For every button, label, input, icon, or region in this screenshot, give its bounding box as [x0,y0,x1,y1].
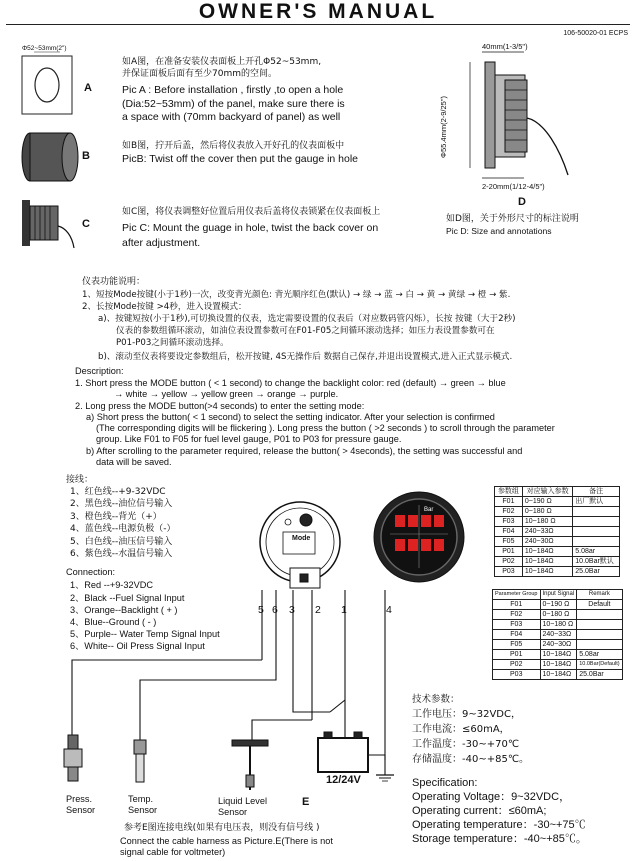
table-cell [573,537,620,547]
func-en-5: (The corresponding digits will be flickering ). Long press the button ( >2 seconds ) to scroll through the parameter [96,423,555,433]
pic-d-diameter: Φ55.4mm(2-9/25") [439,96,448,158]
table-header: Parameter Group [493,590,541,600]
table-cell: F02 [495,507,523,517]
pic-a-dimension: Φ52~53mm(2") [22,45,67,52]
table-row [495,567,620,577]
func-en-1: 1. Short press the MODE button ( < 1 second) to change the backlight color: red (default) → green → blue [75,378,506,388]
table-header: 参数组 [495,487,523,497]
table-row [495,537,620,547]
pin-label: 2 [315,604,321,616]
table-cell: 5.08ar [573,547,620,557]
tech-cn-item: 工作电流：≤60mA， [412,724,510,735]
table-cell: F05 [495,537,523,547]
tech-en-item: Storage temperature：-40~+85℃。 [412,833,587,845]
temp-sensor-label: Sensor [128,805,158,815]
pin-label: 5 [258,604,264,616]
table-cell: F04 [493,630,541,640]
table-cell: 25.0Bar [573,567,620,577]
table-cell [573,527,620,537]
page-title: OWNER'S MANUAL [198,0,438,23]
table-cell [573,507,620,517]
pic-a-en-1: Pic A : Before installation , firstly ,to open a hole [122,84,344,96]
tech-cn-item: 存储温度：-40~+85℃。 [412,754,530,765]
pic-a-cn-2: 并保证面板后面有至少70mm的空间。 [122,69,277,79]
bar-unit-label: Bar [424,507,434,513]
table-cell: 10~184Ω [522,567,572,577]
func-cn-1: 1、短按Mode按键(小于1秒)一次，改变背光颜色: 背光顺序红色(默认) → 绿 → 蓝 → 白 → 黄 → 黄绿 → 橙 → 紫. [82,290,511,300]
table-row [495,507,620,517]
param-table-cn [494,486,620,577]
table-cell: 5.08ar [577,650,622,660]
liquid-sensor-label: Liquid Level [218,796,268,806]
table-cell: P02 [493,660,541,670]
wiring-cn-item: 2、黑色线--油位信号输入 [70,499,173,509]
table-cell: P02 [495,557,523,567]
table-row [495,527,620,537]
press-sensor-label: Press. [66,794,93,804]
table-cell: 240~30Ω [522,537,572,547]
wiring-en-item: 6、White-- Oil Press Signal Input [70,641,205,651]
table-cell: F03 [495,517,523,527]
table-header: 备注 [573,487,620,497]
table-cell: 0~180 Ω [540,610,577,620]
tech-en-item: Operating current：≤60mA; [412,805,547,817]
pic-d-depth: 2-20mm(1/12-4/5") [482,182,545,191]
table-cell [577,630,622,640]
table-cell: 240~30Ω [540,640,577,650]
doc-code: 106-50020-01 ECPS [563,30,628,37]
table-row [493,620,623,630]
pic-d-width: 40mm(1-3/5") [482,42,528,51]
table-cell: 10~184Ω [540,650,577,660]
table-row [495,497,620,507]
pic-c-en-1: Pic C: Mount the guage in hole, twist the back cover on [122,222,379,234]
func-en-8: data will be saved. [96,457,172,467]
pin-label: 3 [289,604,295,616]
table-cell: 0~180 Ω [522,507,572,517]
table-row [493,640,623,650]
table-cell: 240~33Ω [522,527,572,537]
wiring-en-item: 2、Black --Fuel Signal Input [70,593,185,603]
pic-a-cn-1: 如A图，在准备安装仪表面板上开孔Φ52~53mm, [122,57,322,67]
wiring-cn-item: 3、橙色线--背光（+） [70,512,162,522]
table-cell: Default [577,600,622,610]
table-header: 对应输入参数 [522,487,572,497]
wiring-en-item: 4、Blue--Ground ( - ) [70,617,157,627]
table-row [493,610,623,620]
table-row [493,670,623,680]
pic-d-en-1: Pic D: Size and annotations [446,226,552,236]
wiring-en-title: Connection: [66,567,116,577]
wiring-cn-title: 接线： [66,475,94,485]
table-cell: F01 [493,600,541,610]
table-cell: 0~190 Ω [522,497,572,507]
tech-cn-item: 工作电压：9~32VDC， [412,709,521,720]
liquid-sensor-label: Sensor [218,807,248,817]
table-header: Remark [577,590,622,600]
pic-d-dimension-drawing [470,52,568,178]
table-cell: 10~180 Ω [540,620,577,630]
pic-b-en-1: PicB: Twist off the cover then put the gauge in hole [122,153,359,165]
pic-b-gauge-illustration [22,133,78,181]
pic-b-cn-1: 如B图，拧开后盖，然后将仪表放入开好孔的仪表面板中 [122,141,345,151]
func-cn-2: 2、长按Mode按键 >4秒，进入设置模式： [82,302,247,312]
table-row [493,630,623,640]
table-cell: P03 [495,567,523,577]
tech-en-item: Operating Voltage：9~32VDC， [412,791,571,803]
table-cell: F02 [493,610,541,620]
table-cell: 10~184Ω [540,660,577,670]
table-cell: 25.0Bar [577,670,622,680]
table-cell: 240~33Ω [540,630,577,640]
tech-cn-title: 技术参数： [412,694,460,705]
pic-c-en-2: after adjustment. [122,237,201,249]
table-row [493,600,623,610]
func-cn-3: a)、按键短按(小于1秒),可切换设置的仪表，选定需要设置的仪表后（对应数码管闪烁），长按 按键（大于2秒) [98,314,516,324]
wiring-en-item: 3、Orange--Backlight ( + ) [70,605,178,615]
table-cell [577,610,622,620]
wiring-cn-item: 4、蓝色线--电源负极（-） [70,524,176,534]
table-cell [573,517,620,527]
table-row [495,547,620,557]
table-row [495,517,620,527]
wiring-en-item: 1、Red --+9-32VDC [70,580,153,590]
pin-label: 1 [341,604,347,616]
table-header: Input Signal [540,590,577,600]
battery-label: 12/24V [326,774,361,786]
table-cell: 10~184Ω [522,557,572,567]
tech-en-item: Operating temperature：-30~+75℃ [412,819,586,831]
pic-a-panel-illustration [22,52,72,114]
mode-label: Mode [292,535,311,542]
func-en-3: 2. Long press the MODE button(>4 seconds) to enter the setting mode: [75,401,365,411]
param-table-en [492,589,623,680]
wiring-en-item: 5、Purple-- Water Temp Signal Input [70,629,220,639]
table-row [495,557,620,567]
wiring-cn-item: 5、白色线--油压信号输入 [70,537,173,547]
table-header-row [493,590,623,600]
table-cell: P01 [493,650,541,660]
table-cell: 10.0Bar(Default) [577,660,622,670]
table-cell: 10.0Bar默认 [573,557,620,567]
table-header-row [495,487,620,497]
table-cell [577,620,622,630]
pic-e-label: E [302,796,310,808]
table-cell: 10~184Ω [522,547,572,557]
table-cell: 10~180 Ω [522,517,572,527]
pic-b-label: B [82,150,90,162]
bottom-note-cn: 参考E图连接电线(如果有电压表，则没有信号线 ) [124,823,320,833]
func-cn-4: 仪表的参数组循环滚动，如油位表设置参数可在F01-F05之间循环滚动选择；如压力表设置参数可在 [116,326,495,336]
tech-en-title: Specification: [412,777,478,789]
bottom-note-en-1: Connect the cable harness as Picture.E(There is not [120,836,333,846]
table-row [493,660,623,670]
temp-sensor-label: Temp. [128,794,154,804]
table-row [493,650,623,660]
pic-a-en-3: a space with (70mm backyard of panel) as well [122,111,341,123]
table-cell: 出厂默认 [573,497,620,507]
pic-a-en-2: (Dia:52~53mm) of the panel, make sure there is [122,98,345,110]
bottom-note-en-2: signal cable for voltmeter) [120,847,226,857]
pic-d-label: D [518,196,526,208]
func-en-6: group. Like F01 to F05 for fuel level gauge, P01 to P03 for pressure gauge. [96,434,402,444]
func-en-4: a) Short press the button( < 1 second) to select the setting indicator. After your selection is confirmed [86,412,495,422]
table-cell: P03 [493,670,541,680]
pic-c-label: C [82,218,90,230]
func-cn-6: b)、滚动至仪表将要设定参数组后，松开按键, 4S无操作后 数据自己保存,并退出设置模式,进入正式显示模式. [98,352,513,362]
table-cell: P01 [495,547,523,557]
func-en-title: Description: [75,366,124,376]
table-cell: 10~184Ω [540,670,577,680]
pin-label: 4 [386,604,392,616]
wiring-cn-item: 1、红色线--+9-32VDC [70,487,166,497]
press-sensor-label: Sensor [66,805,96,815]
pic-d-cn-1: 如D图，关于外形尺寸的标注说明 [446,214,579,224]
tech-cn-item: 工作温度：-30~+70℃ [412,739,520,750]
func-cn-title: 仪表功能说明： [82,277,146,287]
pic-c-cn-1: 如C图，将仪表调整好位置后用仪表后盖将仪表锁紧在仪表面板上 [122,207,381,217]
pic-a-label: A [84,82,92,94]
table-cell: F04 [495,527,523,537]
table-cell: 0~190 Ω [540,600,577,610]
wiring-cn-item: 6、紫色线--水温信号输入 [70,549,173,559]
table-cell: F03 [493,620,541,630]
table-cell [577,640,622,650]
pin-label: 6 [272,604,278,616]
func-en-7: b) After scrolling to the parameter required, release the button( > 4seconds), the setting was successful and [86,446,523,456]
table-cell: F05 [493,640,541,650]
table-cell: F01 [495,497,523,507]
func-cn-5: P01-P03之间循环滚动选择。 [116,338,229,348]
pic-c-gauge-illustration [22,200,74,248]
func-en-2: → white → yellow → yellow green → orange → purple. [114,389,339,399]
